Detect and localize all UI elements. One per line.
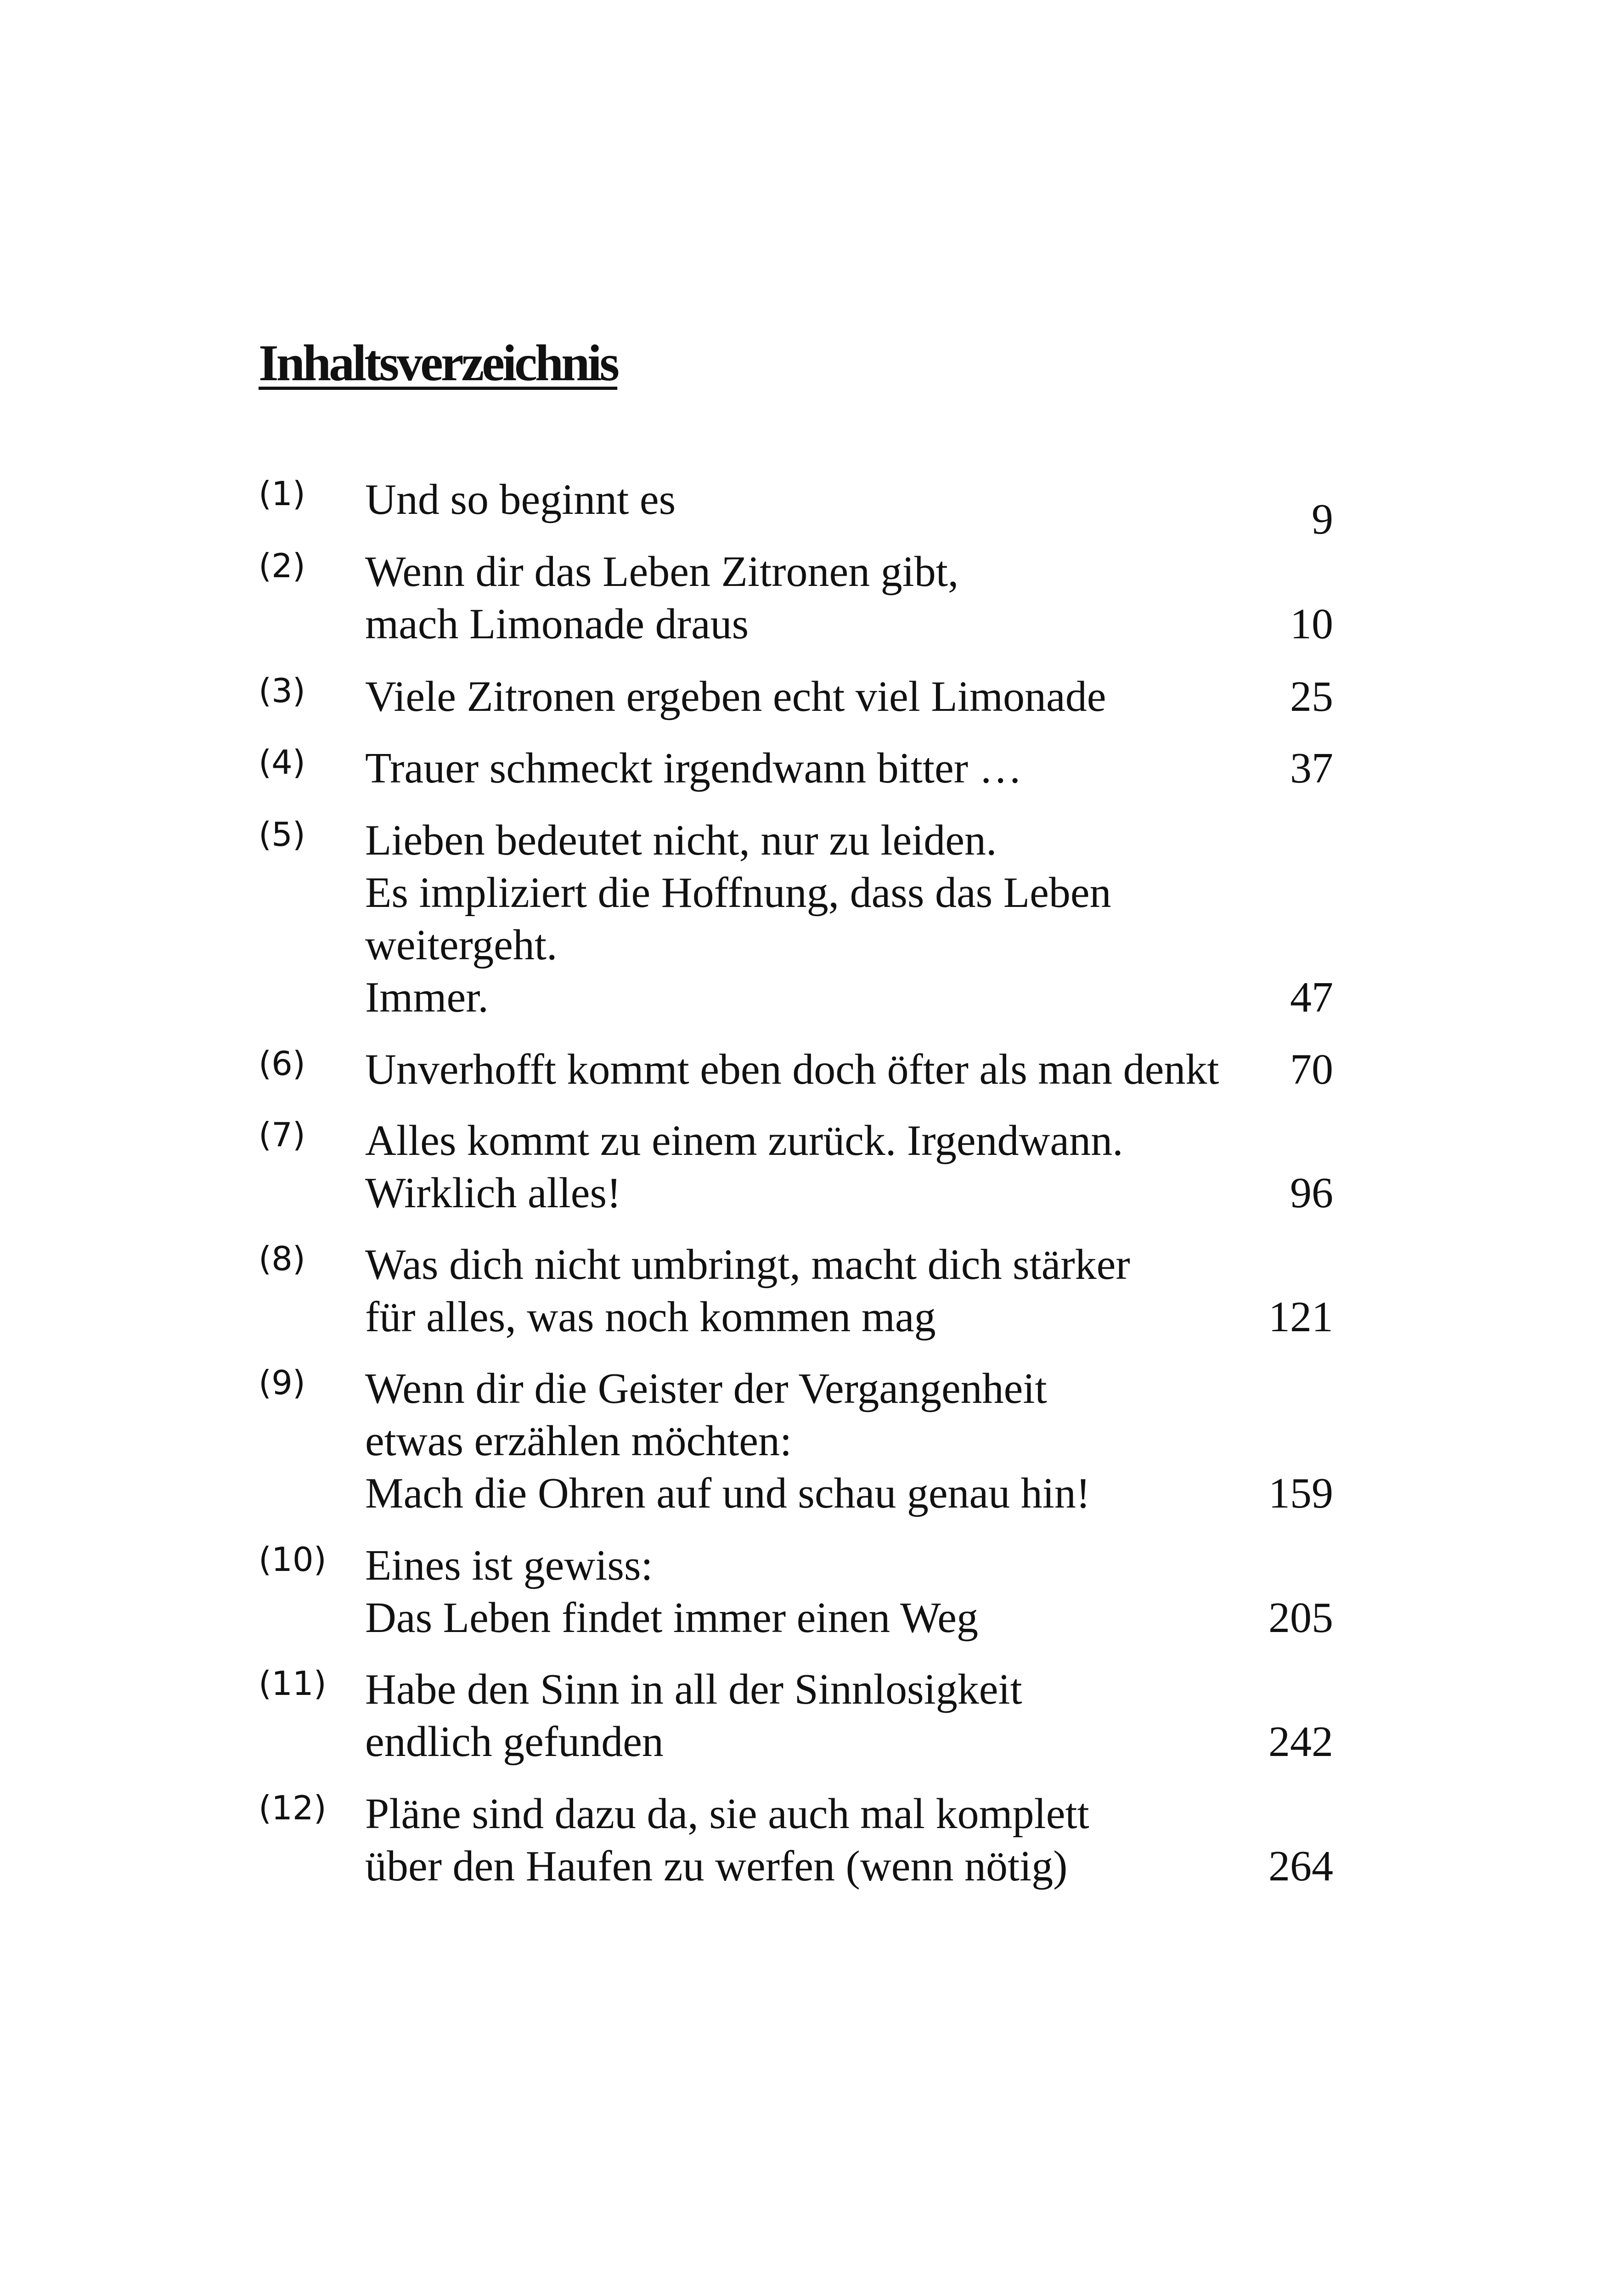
entry-title: Eines ist gewiss: Das Leben findet immer einen Weg [365, 1542, 978, 1642]
toc-entry-6 [259, 1043, 1333, 1114]
entry-title: Und so beginnt es [365, 476, 676, 523]
entry-page-number: 25 [1290, 673, 1333, 720]
entry-title: Viele Zitronen ergeben echt viel Limonade [365, 673, 1106, 720]
entry-number: (10) [259, 1540, 327, 1579]
entry-page-number: 242 [1268, 1718, 1333, 1766]
entry-number: (7) [259, 1115, 305, 1154]
entry-number: (6) [259, 1044, 305, 1083]
entry-title: Alles kommt zu einem zurück. Irgendwann. Wirklich alles! [365, 1117, 1123, 1217]
entry-number: (9) [259, 1363, 305, 1402]
table-of-contents [259, 473, 1333, 1892]
entry-page-number: 47 [1290, 974, 1333, 1021]
entry-title: Pläne sind dazu da, sie auch mal komplett über den Haufen zu werfen (wenn nötig) [365, 1790, 1089, 1890]
entry-page-number: 159 [1268, 1469, 1333, 1517]
entry-number: (1) [259, 474, 305, 513]
toc-entry-8 [259, 1238, 1333, 1362]
toc-entry-12 [259, 1788, 1333, 1892]
entry-number: (2) [259, 546, 305, 585]
entry-page-number: 70 [1290, 1046, 1333, 1093]
entry-page-number: 10 [1290, 600, 1333, 648]
entry-title: Lieben bedeutet nicht, nur zu leiden. Es impliziert die Hoffnung, dass das Leben weitergeht. Immer. [365, 816, 1111, 1021]
entry-number: (11) [259, 1664, 327, 1703]
entry-number: (12) [259, 1789, 327, 1827]
toc-entry-9 [259, 1362, 1333, 1539]
entry-page-number: 121 [1268, 1293, 1333, 1341]
entry-page-number: 9 [1312, 495, 1333, 543]
entry-title: Wenn dir das Leben Zitronen gibt, mach Limonade draus [365, 548, 959, 648]
toc-entry-10 [259, 1539, 1333, 1663]
entry-title: Habe den Sinn in all der Sinnlosigkeit endlich gefunden [365, 1666, 1022, 1766]
entry-page-number: 37 [1290, 744, 1333, 792]
entry-title: Trauer schmeckt irgendwann bitter … [365, 744, 1022, 792]
toc-entry-4 [259, 742, 1333, 814]
entry-page-number: 96 [1290, 1169, 1333, 1217]
entry-number: (8) [259, 1239, 305, 1278]
toc-entry-1 [259, 473, 1333, 546]
entry-title: Unverhofft kommt eben doch öfter als man denkt [365, 1046, 1219, 1093]
entry-number: (3) [259, 671, 305, 710]
page-title: Inhaltsverzeichnis [259, 335, 618, 392]
entry-title: Wenn dir die Geister der Vergangenheit etwas erzählen möchten: Mach die Ohren auf und schau genau hin! [365, 1365, 1091, 1517]
entry-title: Was dich nicht umbringt, macht dich stärker für alles, was noch kommen mag [365, 1241, 1130, 1341]
toc-entry-2 [259, 546, 1333, 670]
entry-page-number: 205 [1268, 1594, 1333, 1642]
toc-entry-3 [259, 670, 1333, 742]
toc-entry-7 [259, 1114, 1333, 1238]
entry-number: (4) [259, 743, 305, 782]
toc-entry-5 [259, 814, 1333, 1043]
entry-number: (5) [259, 815, 305, 854]
toc-entry-11 [259, 1663, 1333, 1788]
entry-page-number: 264 [1268, 1842, 1333, 1890]
